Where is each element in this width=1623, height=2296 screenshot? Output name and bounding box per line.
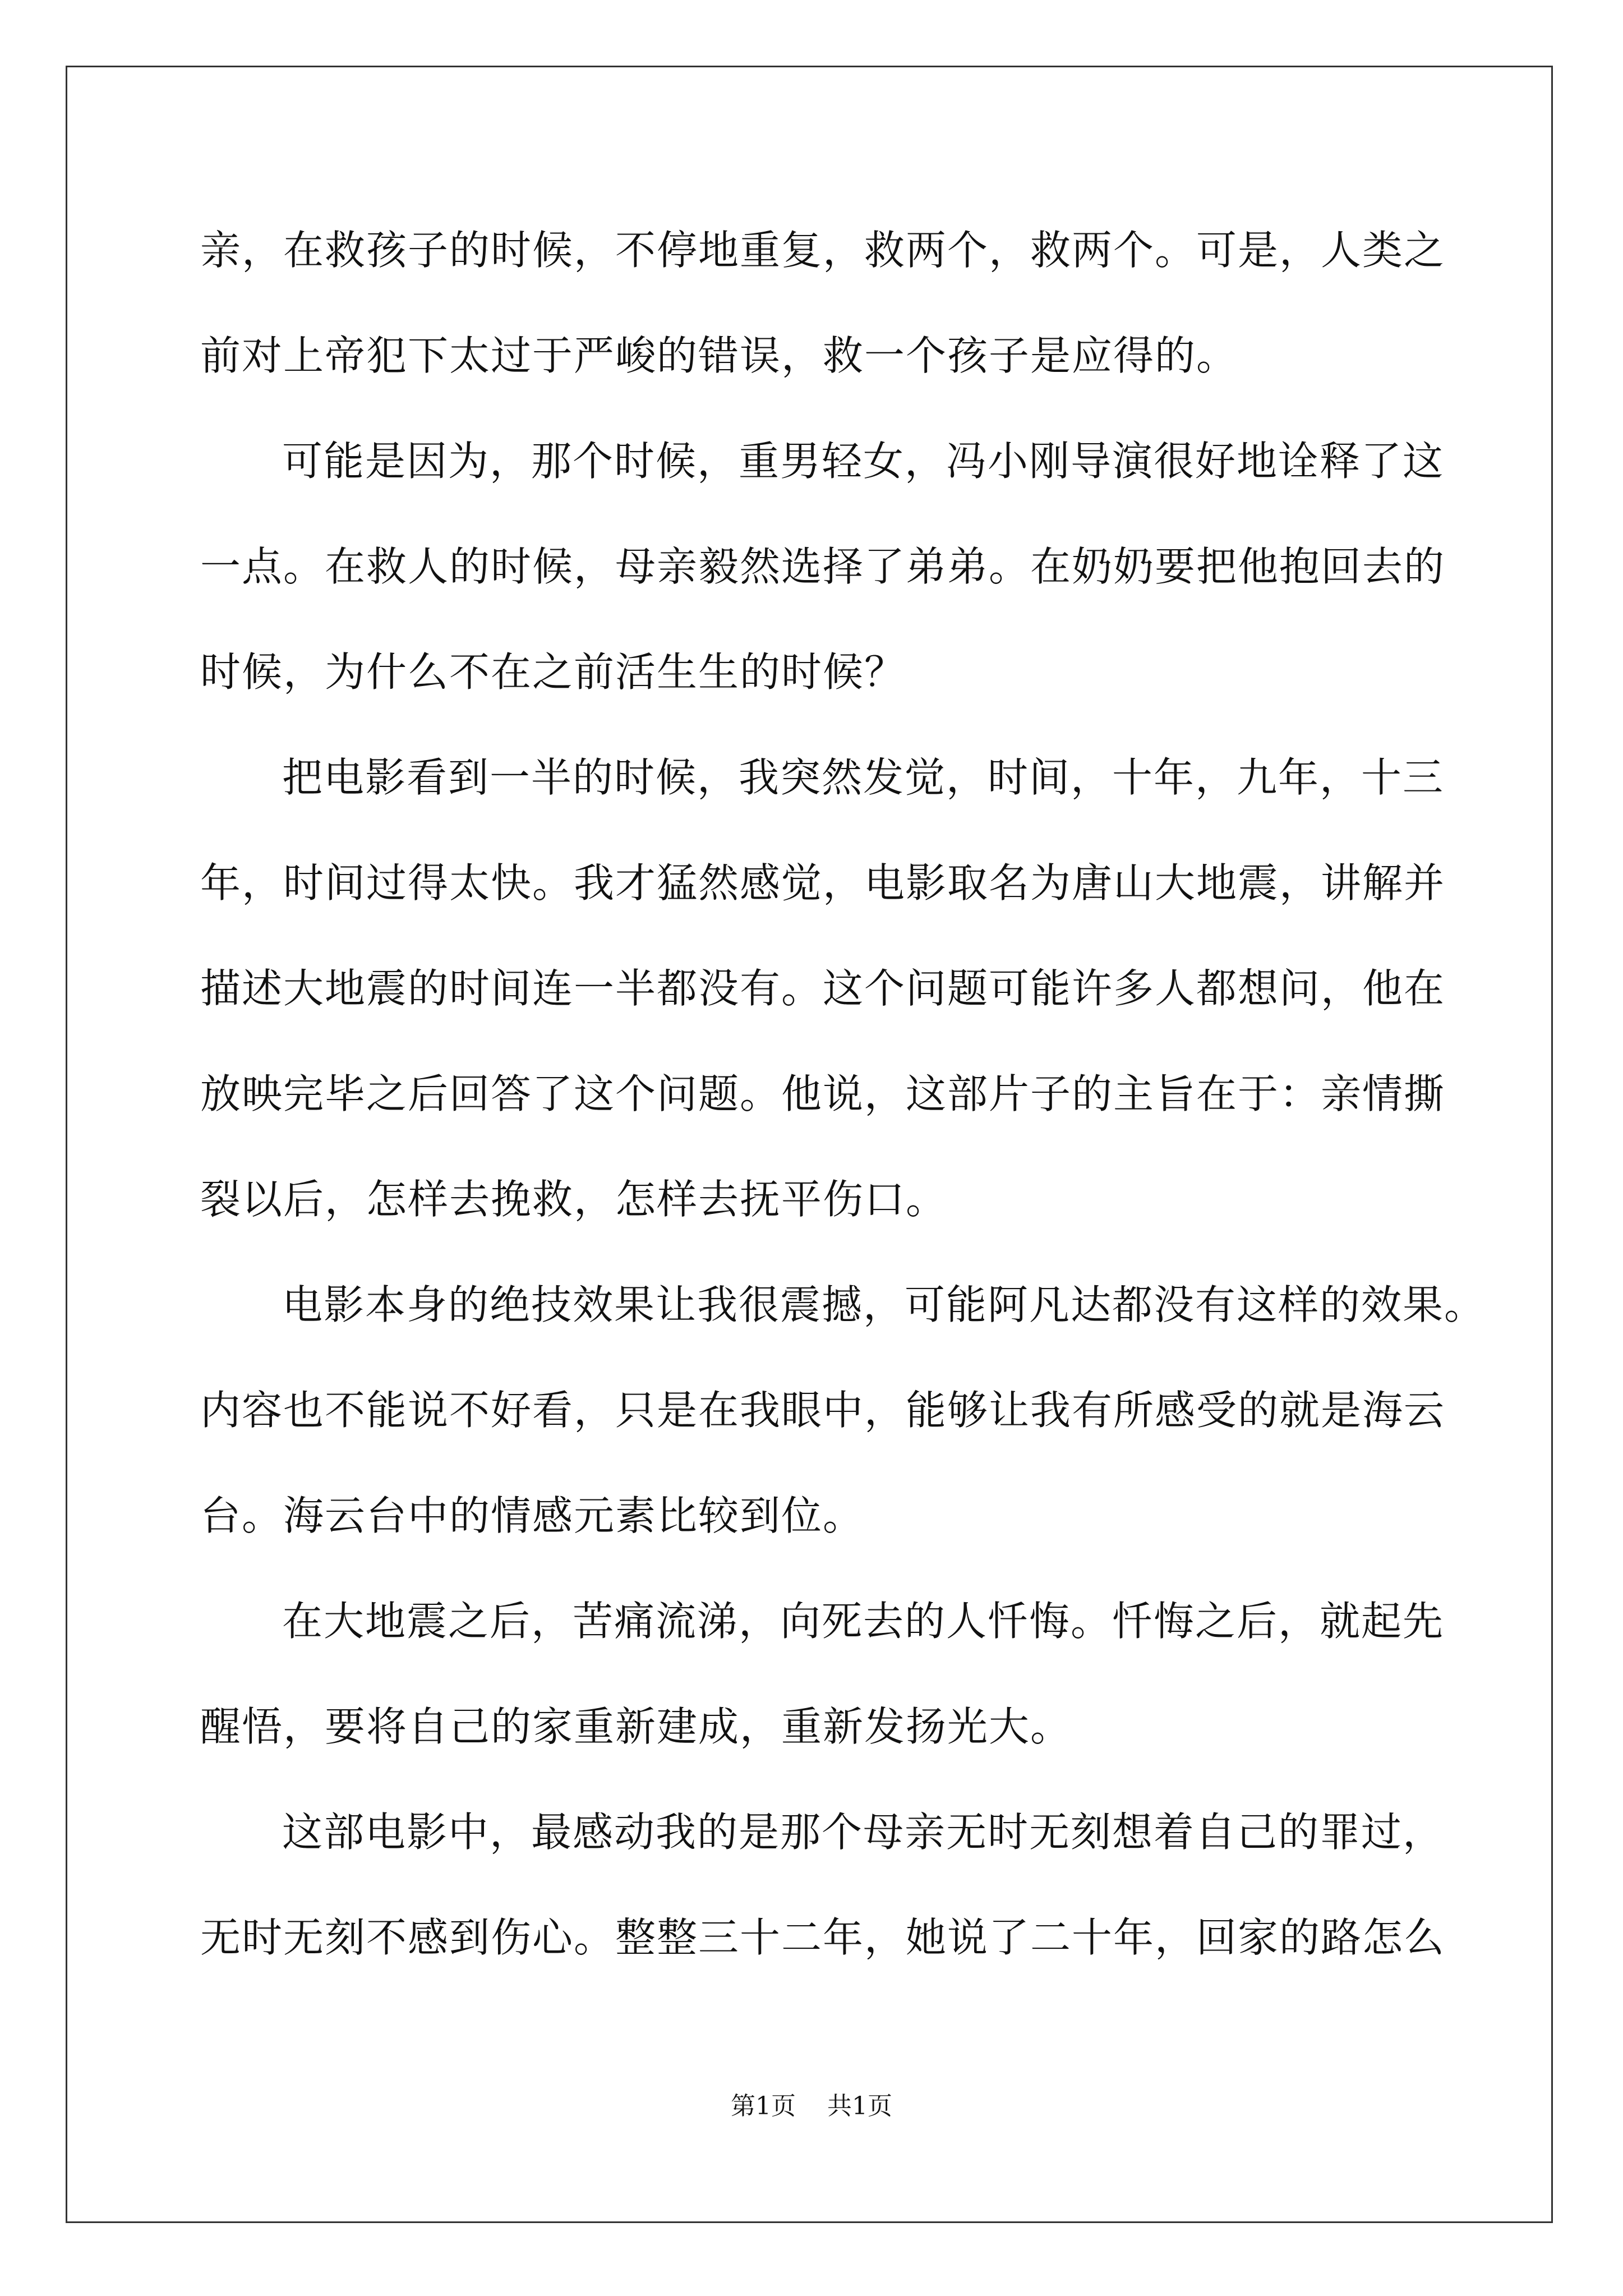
text-line: 电影本身的绝技效果让我很震撼，可能阿凡达都没有这样的效果。 bbox=[282, 1281, 1486, 1328]
text-line: 描述大地震的时间连一半都没有。这个问题可能许多人都想问，他在 bbox=[200, 965, 1446, 1012]
page-footer bbox=[0, 2090, 1623, 2123]
text-line: 内容也不能说不好看，只是在我眼中，能够让我有所感受的就是海云 bbox=[200, 1387, 1446, 1434]
text-line: 年，时间过得太快。我才猛然感觉，电影取名为唐山大地震，讲解并 bbox=[200, 859, 1446, 907]
text-line: 前对上帝犯下太过于严峻的错误，救一个孩子是应得的。 bbox=[200, 332, 1238, 379]
text-line: 裂以后，怎样去挽救，怎样去抚平伤口。 bbox=[200, 1176, 948, 1223]
text-line: 放映完毕之后回答了这个问题。他说，这部片子的主旨在于：亲情撕 bbox=[200, 1070, 1446, 1117]
text-line: 这部电影中，最感动我的是那个母亲无时无刻想着自己的罪过， bbox=[282, 1809, 1445, 1856]
text-line: 无时无刻不感到伤心。整整三十二年，她说了二十年，回家的路怎么 bbox=[200, 1914, 1446, 1961]
text-line: 把电影看到一半的时候，我突然发觉，时间，十年，九年，十三 bbox=[282, 754, 1445, 801]
text-line: 台。海云台中的情感元素比较到位。 bbox=[200, 1492, 865, 1539]
text-line: 亲，在救孩子的时候，不停地重复，救两个，救两个。可是，人类之 bbox=[200, 227, 1446, 274]
page-total-label: 共1页 bbox=[827, 2092, 892, 2120]
text-line: 醒悟，要将自己的家重新建成，重新发扬光大。 bbox=[200, 1703, 1072, 1750]
document-body bbox=[200, 220, 1486, 2013]
text-line: 可能是因为，那个时候，重男轻女，冯小刚导演很好地诠释了这 bbox=[282, 438, 1445, 485]
page-number-label: 第1页 bbox=[731, 2092, 796, 2120]
text-line: 一点。在救人的时候，母亲毅然选择了弟弟。在奶奶要把他抱回去的 bbox=[200, 543, 1446, 590]
text-line: 在大地震之后，苦痛流涕，向死去的人忏悔。忏悔之后，就起先 bbox=[282, 1598, 1445, 1645]
text-line: 时候，为什么不在之前活生生的时候？ bbox=[200, 648, 906, 696]
